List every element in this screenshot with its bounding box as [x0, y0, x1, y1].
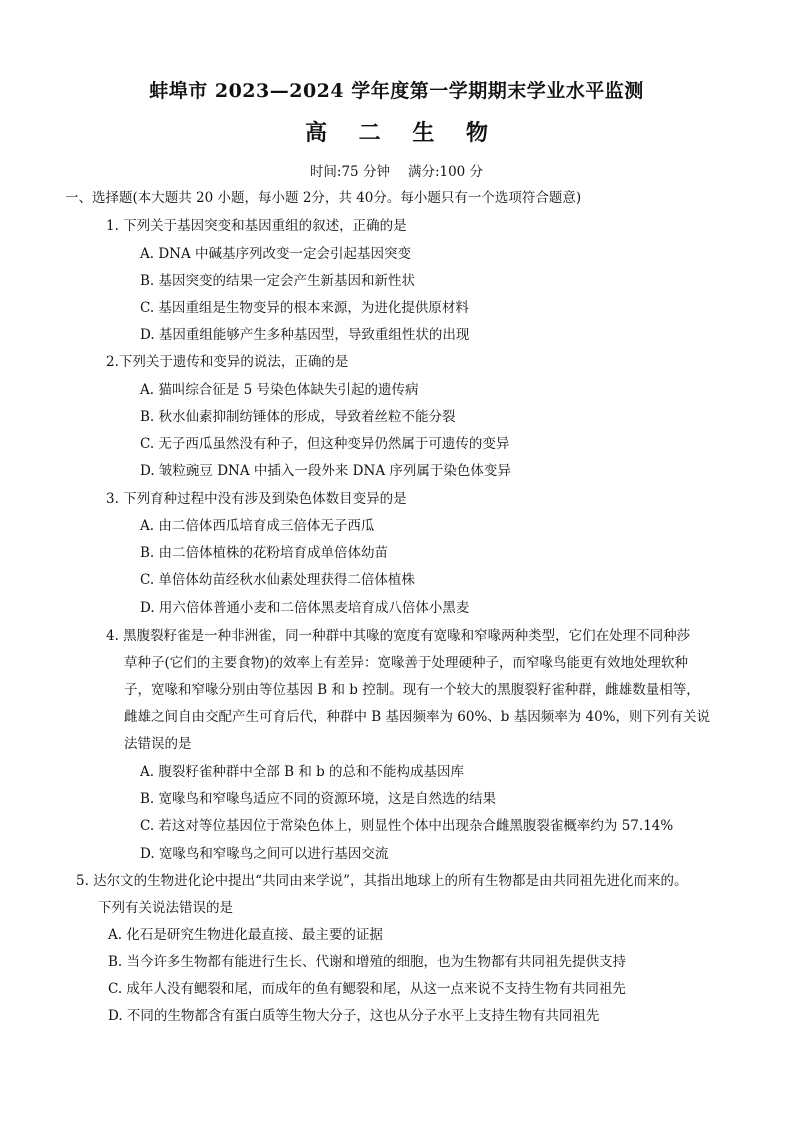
- subject-title: 高 二 生 物: [305, 120, 500, 146]
- question-4-stem-line-3: 子，宽喙和窄喙分别由等位基因 B 和 b 控制。现有一个较大的黑腹裂籽雀种群，雌雄数量相等，: [124, 682, 700, 698]
- question-3-stem: 3. 下列育种过程中没有涉及到染色体数目变异的是: [106, 491, 407, 507]
- question-3-option-c: C. 单倍体幼苗经秋水仙素处理获得二倍体植株: [140, 572, 415, 588]
- question-5-option-a: A. 化石是研究生物进化最直接、最主要的证据: [108, 927, 383, 943]
- page-title: 蚌埠市 2023—2024 学年度第一学期期末学业水平监测: [149, 80, 644, 102]
- question-4-option-a: A. 腹裂籽雀种群中全部 B 和 b 的总和不能构成基因库: [140, 764, 465, 780]
- question-2-option-c: C. 无子西瓜虽然没有种子，但这种变异仍然属于可遗传的变异: [140, 436, 510, 452]
- question-4-stem-line-5: 法错误的是: [124, 736, 192, 752]
- question-3-option-b: B. 由二倍体植株的花粉培育成单倍体幼苗: [140, 545, 389, 561]
- exam-info: [0, 160, 793, 180]
- question-4-stem-line-1: 4. 黑腹裂籽雀是一种非洲雀，同一种群中其喙的宽度有宽喙和窄喙两种类型，它们在处理不同种莎: [106, 628, 691, 644]
- question-1-stem: 1. 下列关于基因突变和基因重组的叙述，正确的是: [106, 218, 407, 234]
- question-5-option-c: C. 成年人没有鳃裂和尾，而成年的鱼有鳃裂和尾，从这一点来说不支持生物有共同祖先: [108, 981, 626, 997]
- question-5-option-b: B. 当今许多生物都有能进行生长、代谢和增殖的细胞，也为生物都有共同祖先提供支持: [108, 954, 627, 970]
- question-1-option-c: C. 基因重组是生物变异的根本来源，为进化提供原材料: [140, 300, 469, 316]
- question-2-option-b: B. 秋水仙素抑制纺锤体的形成，导致着丝粒不能分裂: [140, 409, 456, 425]
- exam-time: 时间:75 分钟: [309, 164, 390, 180]
- question-4-stem-line-2: 草种子(它们的主要食物)的效率上有差异：宽喙善于处理硬种子，而窄喙鸟能更有效地处理软种: [124, 655, 689, 671]
- question-4-stem-line-4: 雌雄之间自由交配产生可育后代，种群中 B 基因频率为 60%、b 基因频率为 40%，则下列有关说: [124, 709, 711, 725]
- question-5-option-d: D. 不同的生物都含有蛋白质等生物大分子，这也从分子水平上支持生物有共同祖先: [108, 1008, 600, 1024]
- question-1-option-d: D. 基因重组能够产生多种基因型，导致重组性状的出现: [140, 327, 470, 343]
- question-2-stem: 2.下列关于遗传和变异的说法，正确的是: [106, 354, 349, 370]
- question-2-option-d: D. 皱粒豌豆 DNA 中插入一段外来 DNA 序列属于染色体变异: [140, 463, 511, 479]
- question-3-option-a: A. 由二倍体西瓜培育成三倍体无子西瓜: [140, 518, 375, 534]
- question-5-stem-line-2: 下列有关说法错误的是: [98, 900, 233, 916]
- question-4-option-b: B. 宽喙鸟和窄喙鸟适应不同的资源环境，这是自然选的结果: [140, 791, 497, 807]
- question-3-option-d: D. 用六倍体普通小麦和二倍体黑麦培育成八倍体小黑麦: [140, 600, 470, 616]
- question-1-option-b: B. 基因突变的结果一定会产生新基因和新性状: [140, 273, 416, 289]
- question-1-option-a: A. DNA 中碱基序列改变一定会引起基因突变: [140, 246, 412, 262]
- question-4-option-d: D. 宽喙鸟和窄喙鸟之间可以进行基因交流: [140, 846, 389, 862]
- question-5-stem-line-1: 5. 达尔文的生物进化论中提出“共同由来学说”，其指出地球上的所有生物都是由共同祖先进化而来的。: [76, 873, 688, 889]
- exam-score: 满分:100 分: [407, 164, 484, 180]
- question-4-option-c: C. 若这对等位基因位于常染色体上，则显性个体中出现杂合雌黑腹裂雀概率约为 57.14%: [140, 818, 674, 834]
- question-2-option-a: A. 猫叫综合征是 5 号染色体缺失引起的遗传病: [140, 382, 419, 398]
- section-heading: 一、选择题(本大题共 20 小题，每小题 2分，共 40分。每小题只有一个选项符合题意): [65, 190, 582, 206]
